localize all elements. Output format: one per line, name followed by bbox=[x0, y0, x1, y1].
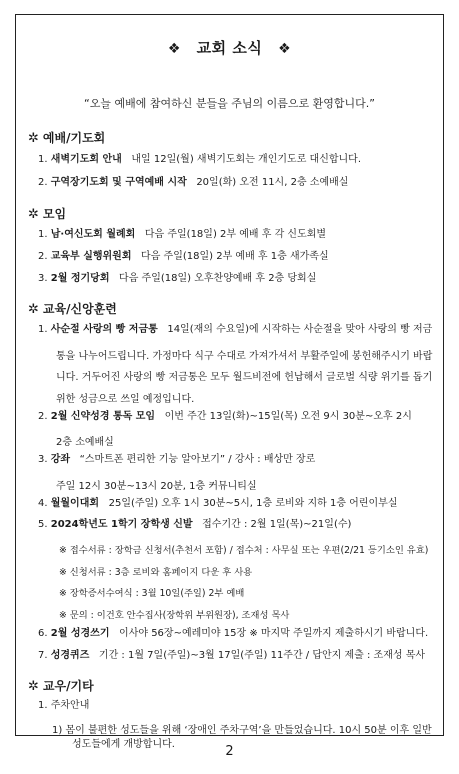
section-heading-worship bbox=[28, 129, 105, 146]
item-heading: 2월 정기당회 bbox=[50, 273, 110, 284]
bulletin-page bbox=[15, 14, 444, 736]
sub-item-number: 1) bbox=[52, 725, 63, 736]
item-body: 20일(화) 오전 11시, 2층 소예배실 bbox=[196, 177, 349, 188]
item-body: 다음 주일(18일) 오후찬양예배 후 2층 당회실 bbox=[119, 273, 317, 284]
list-item bbox=[38, 274, 316, 284]
title-text: 교회 소식 bbox=[196, 39, 263, 57]
item-body: 다음 주일(18일) 2부 예배 후 각 신도회별 bbox=[144, 229, 327, 240]
sub-item-continuation: 성도들에게 개방합니다. bbox=[72, 739, 175, 750]
item-number: 3. bbox=[38, 273, 48, 284]
page-title bbox=[16, 37, 443, 58]
item-number: 7. bbox=[38, 650, 48, 661]
star-icon: ✲ bbox=[28, 207, 39, 222]
list-item bbox=[38, 629, 428, 639]
list-item bbox=[38, 178, 348, 188]
list-item bbox=[38, 412, 412, 422]
item-body: “스마트폰 편리한 기능 알아보기” / 강사 : 배상만 장로 bbox=[79, 454, 316, 465]
item-continuation: 2층 소예배실 bbox=[56, 437, 114, 448]
page-number: 2 bbox=[225, 744, 234, 759]
item-heading: 새벽기도회 안내 bbox=[50, 154, 122, 165]
sub-item bbox=[52, 721, 432, 736]
section-title: 교우/기타 bbox=[42, 679, 94, 693]
item-heading: 월월이대회 bbox=[50, 498, 100, 509]
item-heading: 구역장기도회 및 구역예배 시작 bbox=[50, 177, 187, 188]
section-heading-education bbox=[28, 300, 117, 317]
note-line: ※ 장학증서수여식 : 3월 10일(주일) 2부 예배 bbox=[59, 588, 245, 599]
item-heading: 남·여신도회 월례회 bbox=[50, 229, 136, 240]
item-number: 1. bbox=[38, 154, 48, 165]
item-heading: 2월 성경쓰기 bbox=[50, 628, 110, 639]
list-item bbox=[38, 499, 397, 509]
item-number: 2. bbox=[38, 177, 48, 188]
item-body: 내일 12일(월) 새벽기도회는 개인기도로 대신합니다. bbox=[131, 154, 362, 165]
list-item bbox=[38, 230, 326, 240]
list-item bbox=[38, 701, 89, 711]
item-number: 5. bbox=[38, 519, 48, 530]
list-item bbox=[38, 252, 329, 262]
item-body: 14일(재의 수요일)에 시작하는 사순절을 맞아 사랑의 빵 저금 bbox=[167, 324, 433, 335]
section-heading-meetings bbox=[28, 205, 66, 222]
item-heading: 강좌 bbox=[50, 454, 71, 465]
item-number: 1. bbox=[38, 700, 48, 711]
star-icon: ✲ bbox=[28, 679, 39, 694]
note-line: ※ 신청서류 : 3층 로비와 홈페이지 다운 후 사용 bbox=[59, 567, 253, 578]
section-title: 예배/기도회 bbox=[42, 131, 106, 145]
list-item bbox=[38, 325, 432, 335]
list-item bbox=[38, 520, 351, 530]
item-body: 25일(주일) 오후 1시 30분~5시, 1층 로비와 지하 1층 어린이부실 bbox=[108, 498, 398, 509]
item-number: 3. bbox=[38, 454, 48, 465]
item-heading: 사순절 사랑의 빵 저금통 bbox=[50, 324, 158, 335]
item-body: 이사야 56장~예레미야 15장 ※ 마지막 주일까지 제출하시기 바랍니다. bbox=[119, 628, 429, 639]
item-heading: 2024학년도 1학기 장학생 신발 bbox=[50, 519, 193, 530]
item-continuation: 통을 나누어드립니다. 가정마다 식구 수대로 가져가셔서 부활주일에 봉헌해주시기 바랍 bbox=[56, 351, 433, 362]
item-continuation: 주일 12시 30분~13시 20분, 1층 커뮤니티실 bbox=[56, 481, 257, 492]
item-number: 2. bbox=[38, 251, 48, 262]
list-item bbox=[38, 455, 315, 465]
item-body: 다음 주일(18일) 2부 예배 후 1층 새가족실 bbox=[141, 251, 329, 262]
item-continuation: 위한 성금으로 쓰일 예정입니다. bbox=[56, 394, 195, 405]
sub-item-text: 몸이 불편한 성도들을 위해 ‘장애인 주차구역’을 만들었습니다. 10시 50분 이후 일반 bbox=[65, 725, 432, 736]
section-heading-members bbox=[28, 677, 94, 694]
item-heading: 성경퀴즈 bbox=[50, 650, 90, 661]
item-body: 이번 주간 13일(화)~15일(목) 오전 9시 30분~오후 2시 bbox=[164, 411, 412, 422]
note-line: ※ 문의 : 이건호 안수집사(장학위 부위원장), 조재성 목사 bbox=[59, 610, 290, 621]
item-body: 접수기간 : 2월 1일(목)~21일(수) bbox=[202, 519, 352, 530]
item-number: 1. bbox=[38, 324, 48, 335]
note-line: ※ 접수서류 : 장학금 신청서(추천서 포함) / 접수처 : 사무실 또는 우편(2/21 등기소인 유효) bbox=[59, 545, 429, 556]
item-number: 6. bbox=[38, 628, 48, 639]
diamond-icon: ❖ bbox=[278, 41, 292, 57]
item-body: 주차안내 bbox=[50, 700, 90, 711]
list-item bbox=[38, 651, 425, 661]
item-number: 1. bbox=[38, 229, 48, 240]
item-heading: 교육부 실행위원회 bbox=[50, 251, 132, 262]
section-title: 교육/신앙훈련 bbox=[42, 302, 117, 316]
item-continuation: 니다. 거두어진 사랑의 빵 저금통은 모두 월드비전에 헌납해서 글로벌 식량 위기를 돕기 bbox=[56, 372, 433, 383]
item-number: 2. bbox=[38, 411, 48, 422]
item-heading: 2월 신약성경 통독 모임 bbox=[50, 411, 156, 422]
item-body: 기간 : 1월 7일(주일)~3월 17일(주일) 11주간 / 답안지 제출 : 조재성 목사 bbox=[98, 650, 426, 661]
welcome-message: “오늘 예배에 참여하신 분들을 주님의 이름으로 환영합니다.” bbox=[84, 97, 375, 110]
diamond-icon: ❖ bbox=[167, 41, 181, 57]
item-number: 4. bbox=[38, 498, 48, 509]
list-item bbox=[38, 155, 361, 165]
star-icon: ✲ bbox=[28, 131, 39, 146]
section-title: 모임 bbox=[42, 207, 67, 221]
star-icon: ✲ bbox=[28, 302, 39, 317]
